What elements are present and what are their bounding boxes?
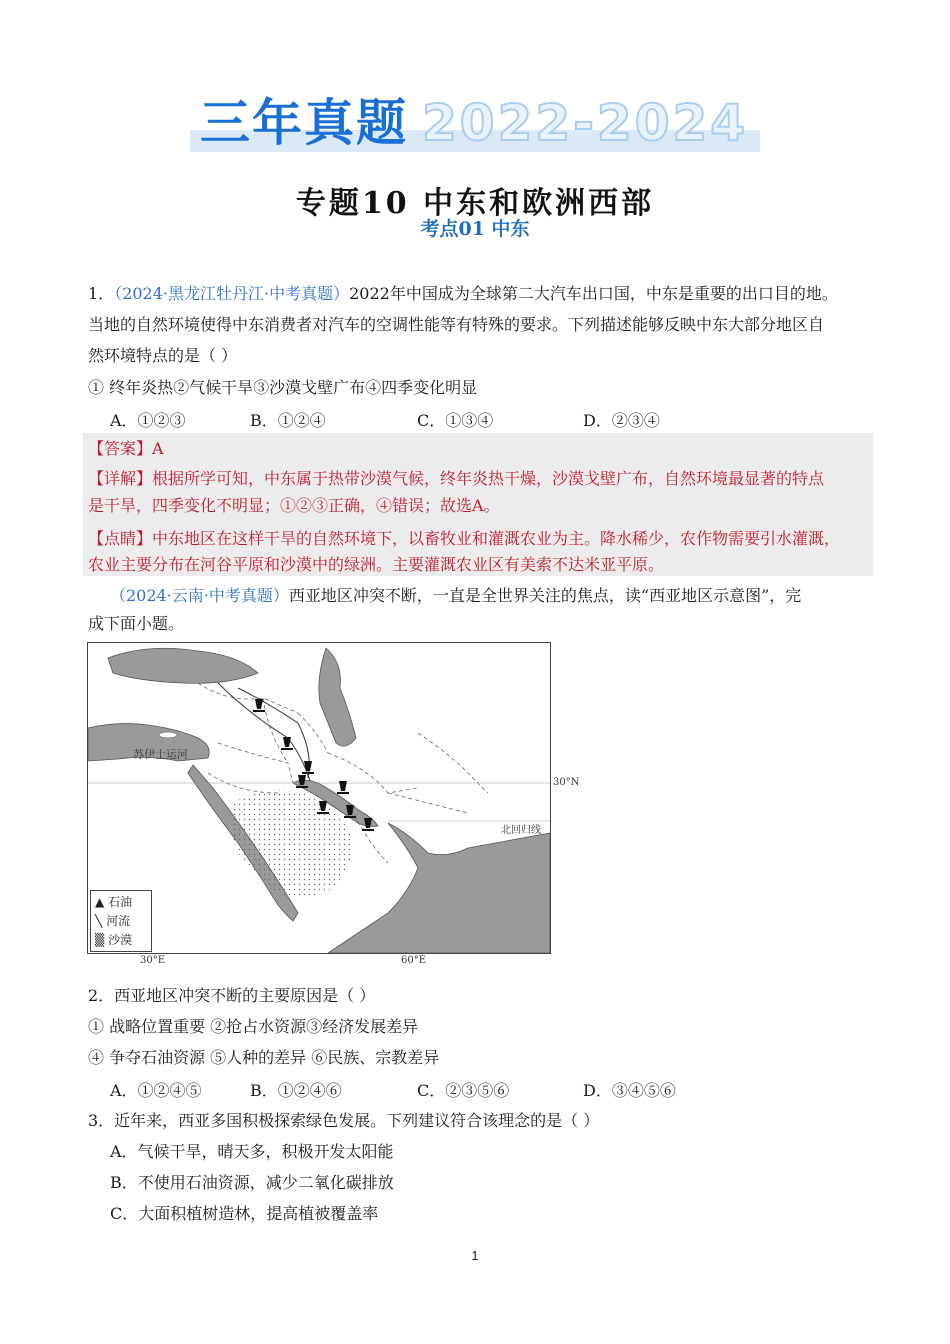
q2-options — [0, 1078, 950, 1100]
river-icon: ╲ — [95, 914, 103, 928]
q3-option-b[interactable]: B．不使用石油资源，减少二氧化碳排放 — [110, 1173, 394, 1192]
q2-option-d[interactable]: D．③④⑤⑥ — [583, 1081, 676, 1100]
section-title: 考点01 中东 — [420, 218, 530, 240]
map-label-30e: 30°E — [140, 955, 166, 966]
legend-desert: 沙漠 — [108, 933, 133, 947]
oil-icon: ▲ — [95, 895, 105, 909]
q2-stem: 2．西亚地区冲突不断的主要原因是（ ） — [88, 986, 376, 1005]
q1-line2: 当地的自然环境使得中东消费者对汽车的空调性能等有特殊的要求。下列描述能够反映中东大部分地区自 — [88, 315, 825, 334]
map-label-tropic: 北回归线 — [501, 825, 541, 836]
q1-source: （2024·黑龙江牡丹江·中考真题） — [114, 284, 350, 303]
answer-detail-2: 是干旱，四季变化不明显；①②③正确，④错误；故选A。 — [88, 496, 500, 515]
q2-items-2: ④ 争夺石油资源 ⑤人种的差异 ⑥民族、宗教差异 — [88, 1048, 440, 1067]
map-label-30n: 30°N — [553, 777, 580, 788]
q1-option-a[interactable]: A．①②③ — [110, 411, 186, 430]
q1-line1 — [88, 283, 838, 305]
legend-row-river — [95, 912, 130, 929]
q2-items-1: ① 战略位置重要 ②抢占水资源③经济发展差异 — [88, 1017, 419, 1036]
map-legend — [90, 890, 152, 952]
intro-source: （2024·云南·中考真题） — [110, 586, 289, 605]
oil-marker — [302, 761, 314, 774]
legend-river: 河流 — [106, 914, 131, 928]
page-number: 1 — [471, 1248, 479, 1263]
cyprus — [159, 732, 177, 738]
desert-icon: ▒ — [95, 933, 105, 947]
q1-options — [0, 408, 950, 430]
q1-text-1: 2022年中国成为全球第二大汽车出口国，中东是重要的出口目的地。 — [349, 284, 838, 303]
q1-line3: 然环境特点的是（ ） — [88, 346, 238, 365]
banner-title-left: 三年真题 — [200, 94, 408, 152]
q3-option-a[interactable]: A．气候干旱，晴天多，积极开发太阳能 — [110, 1142, 394, 1161]
west-asia-map — [87, 642, 551, 954]
intro-text-1: 西亚地区冲突不断，一直是全世界关注的焦点，读“西亚地区示意图”，完 — [288, 586, 802, 605]
q3-option-c[interactable]: C．大面积植树造林，提高植被覆盖率 — [110, 1204, 379, 1223]
header-banner — [190, 92, 760, 154]
page-title: 专题10 中东和欧洲西部 — [295, 186, 655, 221]
black-sea — [108, 648, 258, 683]
map-drawing — [88, 643, 550, 953]
q1-number: 1． — [88, 284, 115, 303]
q2-option-c[interactable]: C．②③⑤⑥ — [417, 1081, 510, 1100]
q1-option-b[interactable]: B．①②④ — [250, 411, 326, 430]
answer-tip-1: 【点睛】中东地区在这样干旱的自然环境下，以畜牧业和灌溉农业为主。降水稀少，农作物需要引水灌溉， — [88, 529, 841, 548]
caspian-sea — [319, 648, 356, 746]
legend-oil: 石油 — [108, 895, 133, 909]
answer-label: 【答案】A — [88, 439, 164, 458]
oil-marker — [281, 737, 293, 750]
answer-detail-1: 【详解】根据所学可知，中东属于热带沙漠气候，终年炎热干燥，沙漠戈壁广布，自然环境最显著的特点 — [88, 469, 825, 488]
map-label-suez: 苏伊士运河 — [133, 748, 188, 761]
q2-option-b[interactable]: B．①②④⑥ — [250, 1081, 342, 1100]
intro-line1 — [110, 585, 801, 607]
legend-row-oil — [95, 893, 132, 910]
banner-title-right: 2022-2024 — [422, 94, 749, 152]
q1-option-c[interactable]: C．①③④ — [417, 411, 494, 430]
q3-stem: 3．近年来，西亚多国积极探索绿色发展。下列建议符合该理念的是（ ） — [88, 1111, 600, 1130]
intro-line2: 成下面小题。 — [88, 614, 185, 633]
q2-option-a[interactable]: A．①②④⑤ — [110, 1081, 202, 1100]
q1-items: ① 终年炎热②气候干旱③沙漠戈壁广布④四季变化明显 — [88, 378, 478, 397]
q1-option-d[interactable]: D．②③④ — [583, 411, 660, 430]
answer-tip-2: 农业主要分布在河谷平原和沙漠中的绿洲。主要灌溉农业区有美索不达米亚平原。 — [88, 555, 665, 574]
arabian-sea — [328, 823, 550, 953]
map-label-60e: 60°E — [401, 955, 427, 966]
legend-row-desert — [95, 931, 132, 948]
